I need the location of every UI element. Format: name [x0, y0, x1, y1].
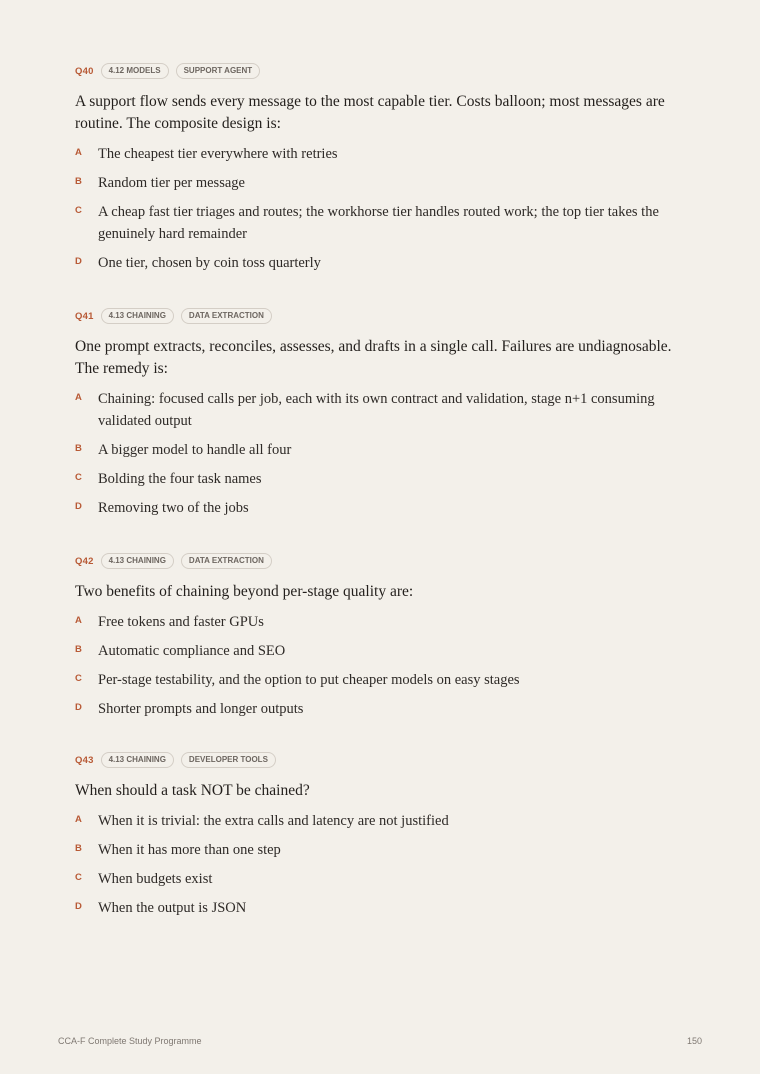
topic-tag: 4.13 CHAINING: [101, 553, 174, 569]
option-b: [75, 440, 695, 462]
scenario-tag: SUPPORT AGENT: [176, 63, 261, 79]
question-header: [75, 308, 695, 324]
topic-tag: 4.13 CHAINING: [101, 308, 174, 324]
option-a: [75, 389, 695, 432]
page-footer: [58, 1036, 702, 1046]
option-d: [75, 498, 695, 520]
option-text: The cheapest tier everywhere with retries: [98, 146, 338, 162]
question-number: Q43: [75, 754, 94, 766]
option-letter: A: [75, 392, 82, 403]
question-stem: When should a task NOT be chained?: [75, 782, 310, 799]
option-text: Chaining: focused calls per job, each with its own contract and validation, stage n+1 consuming validated output: [98, 391, 655, 429]
option-text: When it has more than one step: [98, 842, 281, 858]
option-letter: B: [75, 644, 82, 655]
option-text: Random tier per message: [98, 175, 245, 191]
option-letter: C: [75, 872, 82, 883]
question-stem: One prompt extracts, reconciles, assesses, and drafts in a single call. Failures are undiagnosable. The remedy is:: [75, 338, 672, 377]
option-a: [75, 811, 695, 833]
scenario-tag: DATA EXTRACTION: [181, 553, 272, 569]
option-text: Free tokens and faster GPUs: [98, 614, 264, 630]
option-letter: C: [75, 205, 82, 216]
question-stem: Two benefits of chaining beyond per-stage quality are:: [75, 583, 414, 600]
question-number: Q40: [75, 65, 94, 77]
option-c: [75, 202, 695, 245]
option-d: [75, 699, 695, 721]
option-b: [75, 840, 695, 862]
option-letter: D: [75, 702, 82, 713]
question-number: Q41: [75, 310, 94, 322]
option-letter: B: [75, 843, 82, 854]
option-letter: B: [75, 442, 82, 454]
option-c: [75, 869, 695, 891]
option-text: A bigger model to handle all four: [98, 441, 292, 458]
option-letter: C: [75, 673, 82, 684]
option-text: One tier, chosen by coin toss quarterly: [98, 254, 321, 271]
answer-options: [75, 144, 695, 274]
footer-title: CCA-F Complete Study Programme: [58, 1036, 202, 1046]
option-a: [75, 144, 695, 166]
option-c: [75, 670, 695, 692]
option-text: Per-stage testability, and the option to put cheaper models on easy stages: [98, 672, 520, 688]
topic-tag: 4.13 CHAINING: [101, 752, 174, 768]
answer-options: [75, 811, 695, 920]
option-letter: B: [75, 176, 82, 187]
option-letter: D: [75, 500, 82, 512]
question-q41: [75, 308, 695, 527]
option-d: [75, 253, 695, 275]
option-b: [75, 173, 695, 195]
question-q40: [75, 63, 695, 282]
option-b: [75, 641, 695, 663]
option-c: [75, 469, 695, 491]
option-letter: A: [75, 147, 82, 158]
option-text: Shorter prompts and longer outputs: [98, 701, 304, 717]
question-header: [75, 752, 695, 768]
page-number: 150: [686, 1036, 702, 1046]
scenario-tag: DEVELOPER TOOLS: [181, 752, 276, 768]
option-d: [75, 898, 695, 920]
option-letter: D: [75, 901, 82, 912]
question-header: [75, 63, 695, 79]
option-letter: D: [75, 255, 82, 267]
question-stem: A support flow sends every message to the most capable tier. Costs balloon; most messages are routine. The composite design is:: [75, 93, 665, 132]
option-text: When budgets exist: [98, 871, 213, 887]
question-q42: [75, 553, 695, 728]
answer-options: [75, 612, 695, 721]
option-text: A cheap fast tier triages and routes; the workhorse tier handles routed work; the top tier takes the genuinely hard remainder: [98, 204, 659, 242]
question-number: Q42: [75, 555, 94, 567]
option-letter: A: [75, 814, 82, 825]
option-letter: A: [75, 615, 82, 626]
option-text: Bolding the four task names: [98, 470, 262, 487]
answer-options: [75, 389, 695, 519]
option-text: When the output is JSON: [98, 900, 247, 916]
option-text: When it is trivial: the extra calls and latency are not justified: [98, 813, 449, 829]
option-a: [75, 612, 695, 634]
topic-tag: 4.12 MODELS: [101, 63, 169, 79]
question-header: [75, 553, 695, 569]
question-q43: [75, 752, 695, 927]
option-text: Automatic compliance and SEO: [98, 643, 286, 659]
option-text: Removing two of the jobs: [98, 499, 249, 516]
option-letter: C: [75, 471, 82, 483]
scenario-tag: DATA EXTRACTION: [181, 308, 272, 324]
